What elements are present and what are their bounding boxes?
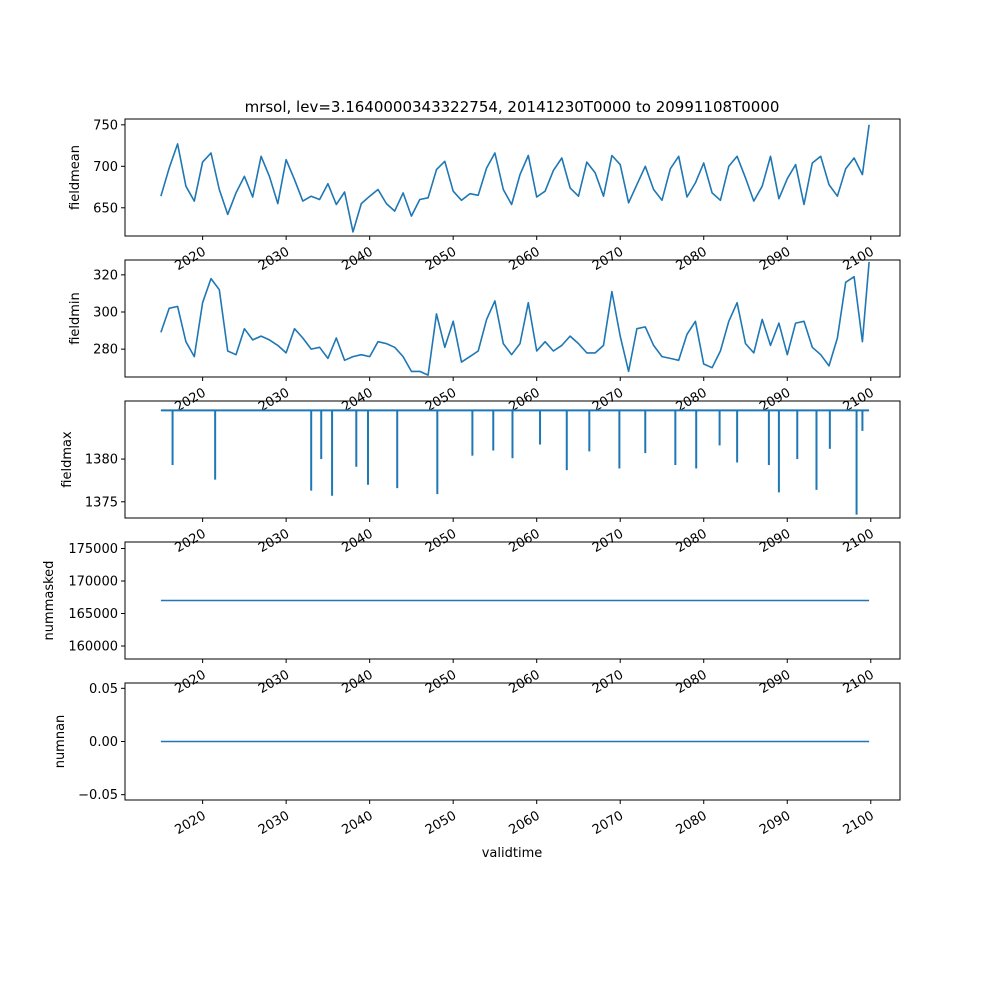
x-tick-label: 2050 bbox=[423, 526, 460, 557]
y-tick-label: 165000 bbox=[68, 607, 118, 622]
x-tick-label: 2030 bbox=[255, 808, 293, 839]
x-tick-label: 2080 bbox=[673, 526, 710, 557]
x-tick-label: 2060 bbox=[506, 385, 543, 416]
x-tick-label: 2050 bbox=[423, 808, 460, 839]
x-tick-label: 2080 bbox=[673, 667, 710, 698]
x-tick-label: 2090 bbox=[757, 808, 794, 839]
x-tick-label: 2090 bbox=[757, 667, 794, 698]
x-tick-label: 2020 bbox=[172, 667, 209, 698]
x-tick-label: 2020 bbox=[172, 526, 209, 557]
x-tick-label: 2020 bbox=[172, 244, 209, 275]
y-axis-label: nummasked bbox=[42, 560, 57, 641]
y-tick-label: 175000 bbox=[68, 542, 118, 557]
y-tick-label: 650 bbox=[93, 201, 118, 217]
y-axis-label: numnan bbox=[53, 714, 68, 769]
x-tick-label: 2070 bbox=[590, 526, 627, 557]
x-tick-label: 2100 bbox=[840, 808, 877, 839]
x-tick-label: 2070 bbox=[590, 244, 627, 275]
x-tick-label: 2060 bbox=[506, 808, 543, 839]
x-tick-label: 2040 bbox=[339, 244, 376, 275]
x-tick-label: 2040 bbox=[339, 667, 376, 698]
x-tick-label: 2070 bbox=[590, 808, 627, 839]
x-tick-label: 2020 bbox=[172, 385, 209, 416]
x-tick-label: 2060 bbox=[506, 667, 543, 698]
y-tick-label: 750 bbox=[93, 118, 118, 134]
y-tick-label: 300 bbox=[93, 305, 118, 321]
x-tick-label: 2050 bbox=[423, 667, 460, 698]
x-tick-label: 2030 bbox=[255, 526, 293, 557]
chart-title: mrsol, lev=3.1640000343322754, 20141230T0000 to 20991108T0000 bbox=[244, 98, 780, 116]
y-tick-label: 1375 bbox=[84, 495, 118, 511]
x-tick-label: 2030 bbox=[255, 244, 293, 275]
y-tick-label: 280 bbox=[93, 342, 118, 358]
x-tick-label: 2070 bbox=[590, 667, 627, 698]
x-axis-label: validtime bbox=[481, 846, 543, 861]
x-tick-label: 2100 bbox=[840, 385, 877, 416]
x-tick-label: 2020 bbox=[172, 808, 209, 839]
y-tick-label: 170000 bbox=[68, 574, 118, 590]
y-tick-label: 700 bbox=[93, 159, 118, 175]
y-tick-label: 0.00 bbox=[89, 735, 118, 750]
x-tick-label: 2080 bbox=[673, 808, 710, 839]
y-axis-label: fieldmax bbox=[60, 431, 75, 488]
y-tick-label: 320 bbox=[93, 268, 118, 284]
x-tick-label: 2090 bbox=[757, 526, 794, 557]
x-tick-label: 2030 bbox=[255, 667, 293, 698]
x-tick-label: 2050 bbox=[423, 244, 460, 275]
x-tick-label: 2090 bbox=[757, 385, 794, 416]
x-tick-label: 2030 bbox=[255, 385, 293, 416]
x-tick-label: 2070 bbox=[590, 385, 627, 416]
y-tick-label: 1380 bbox=[84, 452, 118, 468]
x-tick-label: 2060 bbox=[506, 526, 543, 557]
y-axis-label: fieldmin bbox=[68, 292, 83, 345]
x-tick-label: 2050 bbox=[423, 385, 460, 416]
y-tick-label: −0.05 bbox=[78, 788, 118, 804]
x-tick-label: 2080 bbox=[673, 385, 710, 416]
x-tick-label: 2060 bbox=[506, 244, 543, 275]
x-tick-label: 2100 bbox=[840, 667, 877, 698]
x-tick-label: 2080 bbox=[673, 244, 710, 275]
y-axis-label: fieldmean bbox=[68, 145, 83, 210]
y-tick-label: 160000 bbox=[68, 639, 118, 655]
x-tick-label: 2090 bbox=[757, 244, 794, 275]
y-tick-label: 0.05 bbox=[89, 681, 118, 697]
x-tick-label: 2100 bbox=[840, 244, 877, 275]
x-tick-label: 2040 bbox=[339, 385, 376, 416]
x-tick-label: 2040 bbox=[339, 808, 376, 839]
x-tick-label: 2040 bbox=[339, 526, 376, 557]
x-tick-label: 2100 bbox=[840, 526, 877, 557]
